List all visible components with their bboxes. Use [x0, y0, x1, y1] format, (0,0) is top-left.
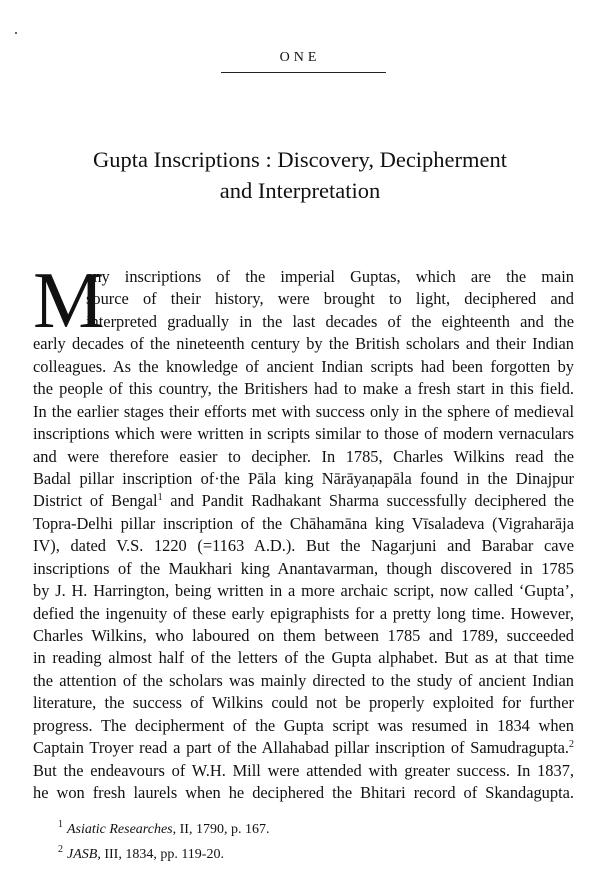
body-line: and were therefore easier to decipher. In 1785, Charles Wilkins read the: [33, 446, 574, 466]
body-line: the attention of the scholars was mainly directed to the study of ancient Indian: [33, 670, 574, 690]
body-line: source of their history, were brought to light, deciphered and: [86, 289, 574, 309]
footnote-1: [58, 815, 269, 840]
footnote-text: , II, 1790, p. 167.: [172, 822, 270, 837]
body-line: by J. H. Harrington, being written in a more archaic script, now called ‘Gupta’,: [33, 581, 574, 601]
body-text: [33, 257, 574, 805]
body-line: literature, the success of Wilkins could not be properly exploited for further: [33, 693, 574, 713]
body-line: [33, 737, 574, 759]
body-line: But the endeavours of W.H. Mill were attended with greater success. In 1837,: [33, 760, 574, 780]
title-line-1: Gupta Inscriptions : Discovery, Decipherment: [92, 147, 508, 172]
chapter-title: [0, 144, 600, 206]
footnote-source: Asiatic Researches: [67, 822, 173, 837]
body-line: early decades of the nineteenth century by the British scholars and their Indian: [33, 334, 574, 354]
footnote-source: JASB: [67, 847, 98, 862]
body-line: Charles Wilkins, who laboured on them between 1785 and 1789, succeeded: [33, 626, 574, 645]
body-line: he won fresh laurels when he deciphered the Bhitari record of Skandagupta.: [33, 783, 574, 803]
footnote-mark: 2: [58, 844, 63, 855]
body-line: inscriptions which were written in scripts similar to those of modern vernaculars: [33, 424, 574, 444]
chapter-rule: [221, 72, 386, 73]
body-line: defied the ingenuity of these early epigraphists for a pretty long time. However,: [33, 603, 574, 623]
body-line: colleagues. As the knowledge of ancient Indian scripts had been forgotten by: [33, 356, 574, 376]
chapter-label: ONE: [279, 50, 321, 65]
footnote-text: , III, 1834, pp. 119-20.: [97, 847, 224, 862]
footnote-ref-2: 2: [569, 739, 574, 751]
title-line-2: and Interpretation: [219, 178, 381, 203]
footnote-2: [58, 840, 269, 865]
body-line: the people of this country, the Britishers had to make a fresh start in this field.: [33, 379, 574, 399]
body-line-text: Captain Troyer read a part of the Allahabad pillar inscription of Samudragupta.: [33, 738, 569, 758]
body-line-text: and Pandit Radhakant Sharma successfully deciphered the: [162, 491, 574, 511]
body-line: [33, 490, 574, 512]
footnote-mark: 1: [58, 819, 63, 830]
footnote-ref-1: 1: [157, 492, 163, 504]
drop-cap: M: [33, 257, 105, 345]
body-line: inscriptions of the Maukhari king Anantavarman, though discovered in 1785: [33, 558, 574, 578]
body-line: in reading almost half of the letters of the Gupta alphabet. But as at that time: [33, 648, 574, 668]
body-line: Topra-Delhi pillar inscription of the Chāhamāna king Vīsaladeva (Vigraharāja: [33, 513, 574, 533]
body-line: interpreted gradually in the last decades of the eighteenth and the: [86, 311, 574, 331]
scan-speck: [15, 32, 17, 34]
body-line: IV), dated V.S. 1220 (=1163 A.D.). But the Nagarjuni and Barabar cave: [33, 536, 574, 556]
body-line: progress. The decipherment of the Gupta script was resumed in 1834 when: [33, 715, 574, 735]
body-line: Badal pillar inscription of·the Pāla king Nārāyaṇapāla found in the Dinajpur: [33, 468, 574, 488]
body-line: any inscriptions of the imperial Guptas, which are the main: [86, 267, 574, 286]
body-line: In the earlier stages their efforts met with success only in the sphere of medieval: [33, 401, 574, 421]
footnotes: [58, 815, 269, 865]
body-line-text: District of Bengal: [33, 491, 158, 511]
